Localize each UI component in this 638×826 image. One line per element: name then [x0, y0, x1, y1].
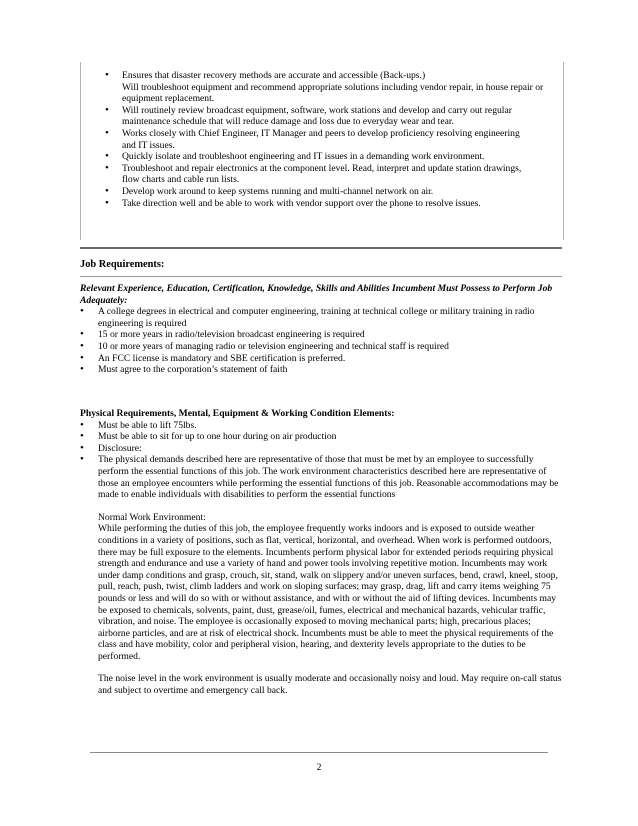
- relevant-experience-heading: Relevant Experience, Education, Certification, Knowledge, Skills and Abilities Incumbent Must Possess to Perform Job Adequately:: [80, 283, 553, 306]
- noise-level-paragraph: [80, 673, 562, 696]
- relevant-experience-section: [80, 283, 562, 376]
- list-item: • The physical demands described here are representative of those that must be met by an employee to successfully perform the essential functions of this job. The work environment characteristics described here are representative of those an employee encounters while performing the essential functions of this job. Reasonable accommodations may be made to enable individuals with disabilities to perform the essential functions: [80, 454, 562, 500]
- noise-level-text: The noise level in the work environment is usually moderate and occasionally noisy and loud. May require on-call status and subject to overtime and emergency call back.: [98, 673, 562, 697]
- heading-underline: [80, 276, 562, 277]
- normal-work-environment-title: Normal Work Environment:: [98, 511, 206, 523]
- section-heading: Job Requirements:: [80, 259, 165, 270]
- list-item: • 15 or more years in radio/television broadcast engineering is required: [80, 329, 562, 341]
- duties-list: [104, 70, 556, 209]
- list-item: • A college degrees in electrical and computer engineering, training at technical college or military training in radio engineering is required: [80, 306, 562, 329]
- normal-work-environment-text: While performing the duties of this job, the employee frequently works indoors and is exposed to outside weather conditions in a variety of positions, such as flat, vertical, horizontal, and overhead. When work is performed outdoors, there may be full exposure to the elements. Incumbents perform physical labor for extended periods requiring physical strength and endurance and use a variety of hand and power tools involving repetitive motion. Incumbents may work under damp conditions and grasp, crouch, sit, stand, walk on slippery and/or uneven surfaces, bend, crawl, kneel, stoop, pull, reach, push, twist, climb ladders and work on sloping surfaces; may grasp, drag, lift and carry items weighing 75 pounds or less and will do so with or without assistance, and with or without the aid of lifting devices. Incumbents may be exposed to chemicals, solvents, paint, dust, grease/oil, fumes, electrical and mechanical hazards, vehicular traffic, vibration, and noise. The employee is occasionally exposed to moving mechanical parts; high, precarious places; airborne particles, and are at risk of electrical shock. Incumbents must be able to meet the physical requirements of the class and have mobility, color and peripheral vision, hearing, and dexterity levels appropriate to the duties to be performed.: [98, 523, 558, 662]
- footer-divider: [90, 752, 548, 753]
- physical-requirements-section: [80, 408, 562, 697]
- list-item: • Disclosure:: [80, 443, 562, 455]
- normal-work-environment: [80, 512, 562, 663]
- list-item: • Quickly isolate and troubleshoot engineering and IT issues in a demanding work environment.: [104, 151, 556, 163]
- list-item: • 10 or more years of managing radio or television engineering and technical staff is required: [80, 341, 562, 353]
- list-item: • Must agree to the corporation’s statement of faith: [80, 364, 562, 376]
- list-item: • Must be able to sit for up to one hour during on air production: [80, 431, 562, 443]
- list-item: • Will routinely review broadcast equipment, software, work stations and develop and carry out regular maintenance schedule that will reduce damage and loss due to everyday wear and tear.: [104, 105, 556, 128]
- list-item: • Works closely with Chief Engineer, IT Manager and peers to develop proficiency resolving engineering and IT issues.: [104, 128, 556, 151]
- list-item: • Must be able to lift 75lbs.: [80, 420, 562, 432]
- physical-requirements-list: [80, 420, 562, 501]
- section-divider: [80, 247, 562, 249]
- page-number: 2: [316, 762, 322, 773]
- list-item: • Ensures that disaster recovery methods are accurate and accessible (Back-ups.) Will troubleshoot equipment and recommend appropriate solutions including vendor repair, in house repair or equipment replacement.: [104, 70, 556, 105]
- list-item: • Take direction well and be able to work with vendor support over the phone to resolve issues.: [104, 198, 556, 210]
- list-item: • Troubleshoot and repair electronics at the component level. Read, interpret and update station drawings, flow charts and cable run lists.: [104, 163, 556, 186]
- relevant-experience-list: [80, 306, 562, 376]
- list-item: • An FCC license is mandatory and SBE certification is preferred.: [80, 353, 562, 365]
- list-item: • Develop work around to keep systems running and multi-channel network on air.: [104, 186, 556, 198]
- physical-requirements-heading: Physical Requirements, Mental, Equipment & Working Condition Elements:: [80, 408, 395, 419]
